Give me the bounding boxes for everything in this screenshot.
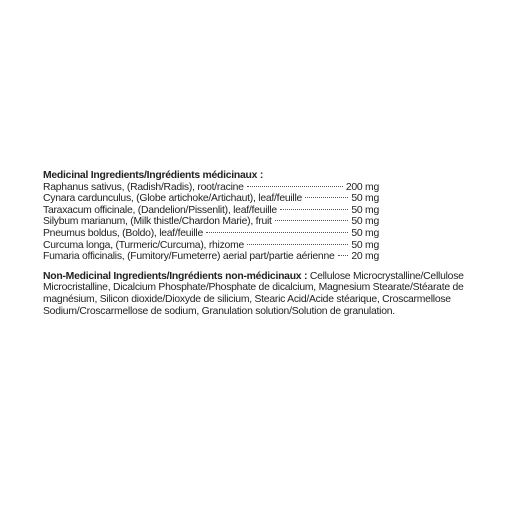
dotted-leader	[275, 220, 349, 221]
ingredient-name: Curcuma longa, (Turmeric/Curcuma), rhizome	[43, 239, 245, 251]
ingredient-name: Cynara cardunculus, (Globe artichoke/Artichaut), leaf/feuille	[43, 193, 303, 205]
dotted-leader	[305, 197, 348, 198]
section-spacer	[43, 263, 483, 271]
ingredient-row	[43, 216, 379, 228]
dotted-leader	[247, 244, 348, 245]
ingredient-amount: 50 mg	[351, 216, 379, 228]
ingredient-amount: 50 mg	[351, 193, 379, 205]
medicinal-ingredient-list	[43, 182, 379, 263]
ingredient-row	[43, 251, 379, 263]
non-medicinal-text: Cellulose Microcrystalline/Cellulose Microcristalline, Dicalcium Phosphate/Phosphate de dicalcium, Magnesium Stearate/Stéarate de magnésium, Silicon dioxide/Dioxyde de silicium, Stearic Acid/Acide stéarique, Croscarmellose Sodium/Croscarmellose de sodium, Granulation solution/Solution de granulation.	[43, 270, 464, 317]
ingredient-amount: 200 mg	[345, 181, 379, 193]
ingredient-row	[43, 193, 379, 205]
dotted-leader	[280, 209, 348, 210]
ingredient-name: Silybum marianum, (Milk thistle/Chardon Marie), fruit	[43, 216, 272, 228]
medicinal-heading: Medicinal Ingredients/Ingrédients médicinaux :	[43, 170, 264, 181]
ingredient-amount: 50 mg	[351, 227, 379, 239]
dotted-leader	[247, 186, 343, 187]
ingredient-row	[43, 205, 379, 217]
non-medicinal-section	[43, 271, 483, 317]
ingredient-row	[43, 182, 379, 194]
dotted-leader	[206, 232, 348, 233]
ingredient-amount: 50 mg	[351, 204, 379, 216]
ingredient-name: Raphanus sativus, (Radish/Radis), root/racine	[43, 181, 244, 193]
ingredient-amount: 20 mg	[351, 251, 379, 263]
ingredient-name: Taraxacum officinale, (Dandelion/Pissenlit), leaf/feuille	[43, 204, 277, 216]
ingredient-label	[43, 170, 483, 317]
ingredient-name: Fumaria officinalis, (Fumitory/Fumeterre) aerial part/partie aérienne	[43, 251, 335, 263]
non-medicinal-heading: Non-Medicinal Ingredients/Ingrédients non-médicinaux :	[43, 270, 308, 282]
dotted-leader	[338, 255, 349, 256]
ingredient-row	[43, 228, 379, 240]
ingredient-name: Pneumus boldus, (Boldo), leaf/feuille	[43, 227, 203, 239]
ingredient-amount: 50 mg	[351, 239, 379, 251]
ingredient-row	[43, 240, 379, 252]
